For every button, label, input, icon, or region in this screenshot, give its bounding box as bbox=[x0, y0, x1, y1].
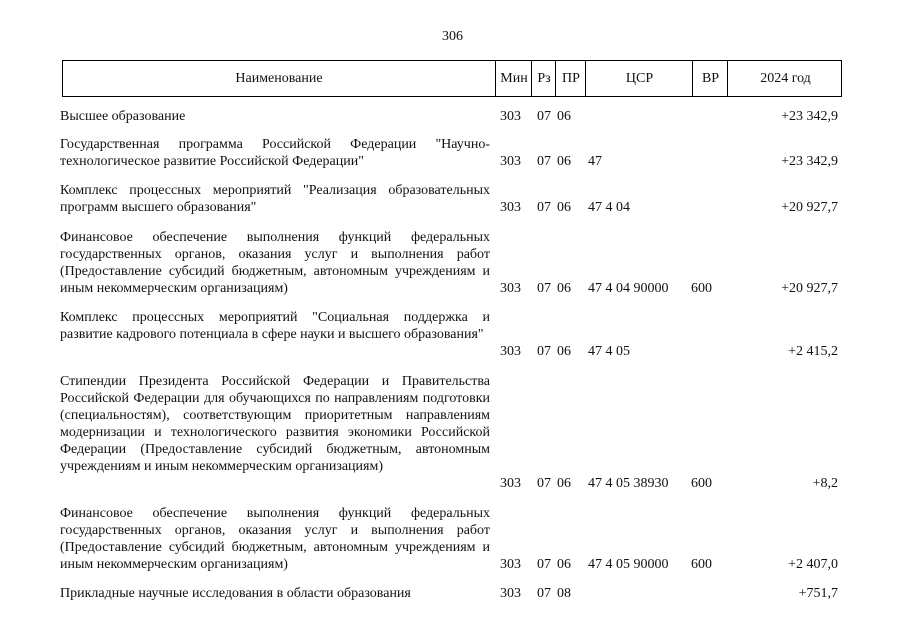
header-name: Наименование bbox=[235, 70, 323, 86]
row-rz: 07 bbox=[537, 476, 551, 491]
row-pr: 06 bbox=[557, 109, 571, 124]
row-pr: 06 bbox=[557, 344, 571, 359]
table-row bbox=[0, 229, 905, 297]
row-name: Высшее образование bbox=[60, 109, 186, 124]
row-vr: 600 bbox=[691, 281, 712, 296]
row-pr: 08 bbox=[557, 586, 571, 601]
table-row bbox=[0, 108, 905, 125]
row-rz: 07 bbox=[537, 154, 551, 169]
row-vr: 600 bbox=[691, 557, 712, 572]
row-rz: 07 bbox=[537, 557, 551, 572]
row-min: 303 bbox=[500, 281, 521, 296]
row-amount: +2 407,0 bbox=[788, 557, 838, 572]
header-csr: ЦСР bbox=[585, 61, 693, 96]
table-header bbox=[62, 60, 842, 97]
row-pr: 06 bbox=[557, 476, 571, 491]
header-vr: ВР bbox=[692, 61, 728, 96]
row-csr: 47 4 05 38930 bbox=[588, 476, 669, 491]
row-rz: 07 bbox=[537, 109, 551, 124]
row-pr: 06 bbox=[557, 557, 571, 572]
row-csr: 47 4 04 90000 bbox=[588, 281, 669, 296]
row-amount: +8,2 bbox=[812, 476, 838, 491]
row-pr: 06 bbox=[557, 281, 571, 296]
row-rz: 07 bbox=[537, 586, 551, 601]
row-csr: 47 4 04 bbox=[588, 200, 630, 215]
row-name: Прикладные научные исследования в области образования bbox=[60, 586, 411, 601]
row-name: Финансовое обеспечение выполнения функций федеральных государственных органов, оказания услуг и выполнения работ (Предоставление субсидий бюджетным, автономным учреждениям и иным некоммерческим организациям) bbox=[60, 230, 490, 296]
table-row bbox=[0, 309, 905, 360]
row-pr: 06 bbox=[557, 154, 571, 169]
row-min: 303 bbox=[500, 586, 521, 601]
row-min: 303 bbox=[500, 109, 521, 124]
row-min: 303 bbox=[500, 344, 521, 359]
row-pr: 06 bbox=[557, 200, 571, 215]
table-row bbox=[0, 373, 905, 492]
row-amount: +20 927,7 bbox=[781, 200, 838, 215]
table-row bbox=[0, 585, 905, 602]
row-rz: 07 bbox=[537, 281, 551, 296]
table-row bbox=[0, 182, 905, 216]
row-csr: 47 4 05 90000 bbox=[588, 557, 669, 572]
row-amount: +23 342,9 bbox=[781, 109, 838, 124]
row-amount: +751,7 bbox=[798, 586, 838, 601]
row-min: 303 bbox=[500, 476, 521, 491]
header-min: Мин bbox=[495, 61, 532, 96]
row-csr: 47 4 05 bbox=[588, 344, 630, 359]
row-csr: 47 bbox=[588, 154, 602, 169]
row-min: 303 bbox=[500, 154, 521, 169]
table-row bbox=[0, 136, 905, 170]
header-year: 2024 год bbox=[727, 61, 843, 96]
page-number: 306 bbox=[442, 29, 463, 44]
row-name: Государственная программа Российской Федерации "Научно-технологическое развитие Российской Федерации" bbox=[60, 137, 490, 169]
row-rz: 07 bbox=[537, 344, 551, 359]
row-vr: 600 bbox=[691, 476, 712, 491]
row-min: 303 bbox=[500, 200, 521, 215]
table-row bbox=[0, 505, 905, 573]
row-name: Комплекс процессных мероприятий "Реализация образовательных программ высшего образования" bbox=[60, 183, 490, 215]
row-name: Финансовое обеспечение выполнения функций федеральных государственных органов, оказания услуг и выполнения работ (Предоставление субсидий бюджетным, автономным учреждениям и иным некоммерческим организациям) bbox=[60, 506, 490, 572]
header-rz: Рз bbox=[531, 61, 556, 96]
row-name: Стипендии Президента Российской Федерации и Правительства Российской Федерации для обучающихся по направлениям подготовки (специальностям), соответствующим приоритетным направлениям модернизации и технологического развития экономики Российской Федерации (Предоставление субсидий бюджетным, автономным учреждениям и иным некоммерческим организациям) bbox=[60, 374, 490, 474]
row-rz: 07 bbox=[537, 200, 551, 215]
row-name: Комплекс процессных мероприятий "Социальная поддержка и развитие кадрового потенциала в сфере науки и высшего образования" bbox=[60, 310, 490, 342]
row-amount: +23 342,9 bbox=[781, 154, 838, 169]
header-pr: ПР bbox=[555, 61, 586, 96]
row-min: 303 bbox=[500, 557, 521, 572]
row-amount: +20 927,7 bbox=[781, 281, 838, 296]
row-amount: +2 415,2 bbox=[788, 344, 838, 359]
